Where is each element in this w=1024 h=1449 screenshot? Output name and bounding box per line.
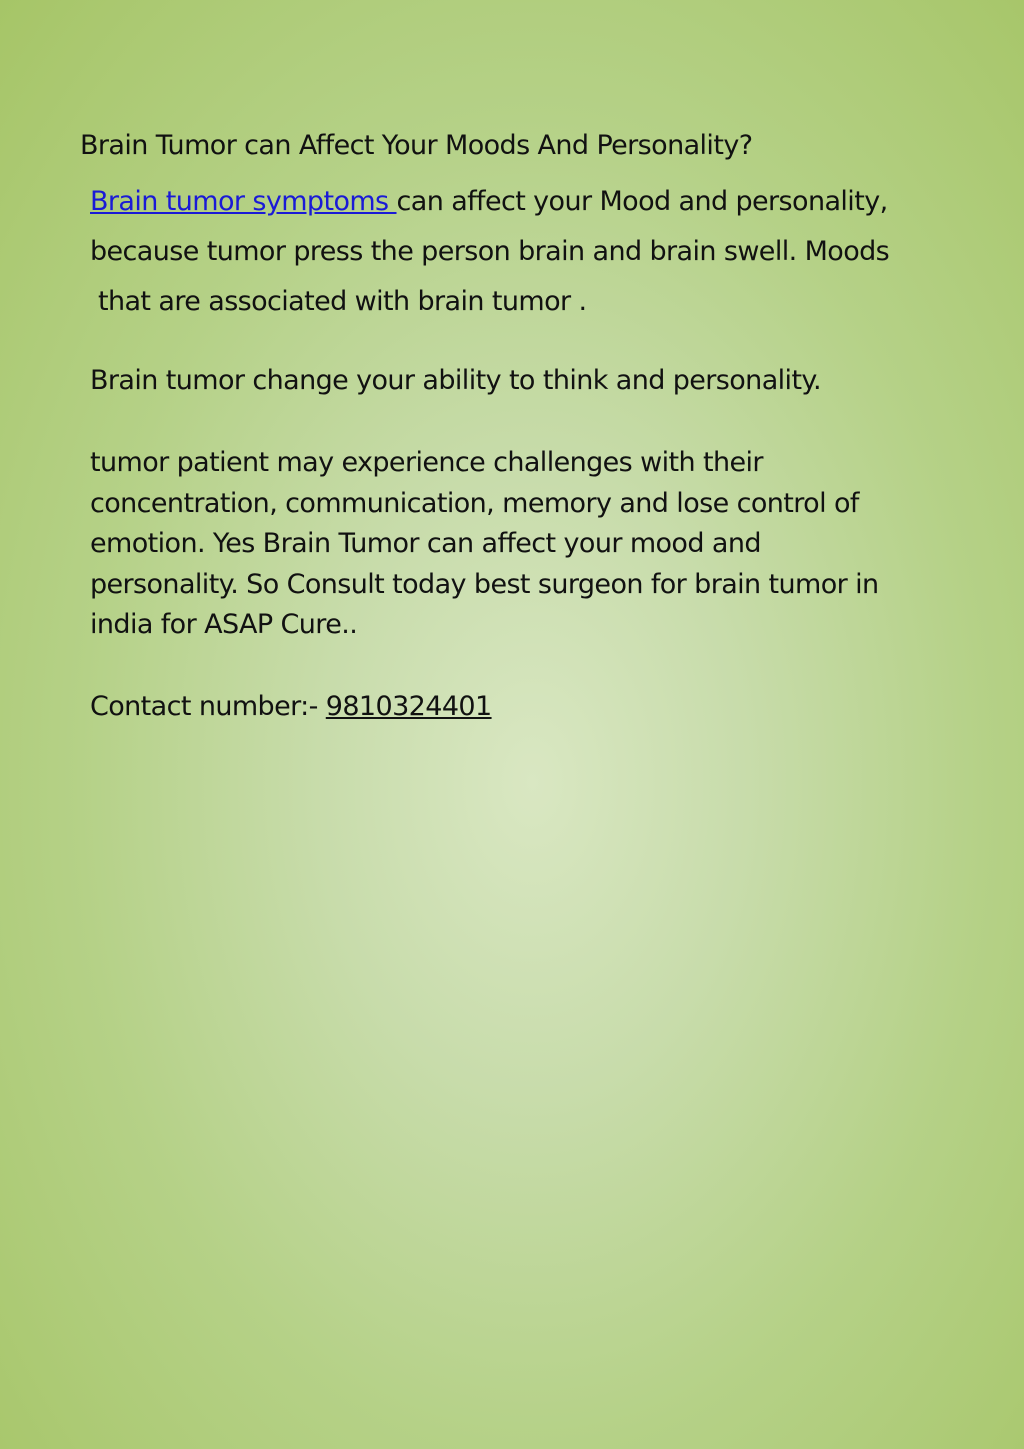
details-line: emotion. Yes Brain Tumor can affect your mood and [90,528,761,559]
details-line: concentration, communication, memory and lose control of [90,487,859,519]
intro-line-1-text: can affect your Mood and personality, [396,186,888,217]
contact-phone-link[interactable]: 9810324401 [325,691,492,722]
contact-line [90,689,492,725]
intro-line-3: that are associated with brain tumor . [90,286,587,317]
contact-label: Contact number:- [90,691,326,722]
details-paragraph [90,443,970,646]
details-line: tumor patient may experience challenges with their [90,447,763,478]
statement-paragraph: Brain tumor change your ability to think and personality. [90,365,821,396]
page-title: Brain Tumor can Affect Your Moods And Personality? [80,130,753,161]
details-line: personality. So Consult today best surgeon for brain tumor in [90,568,879,600]
intro-line-1 [90,184,888,220]
intro-line-2: because tumor press the person brain and brain swell. Moods [90,236,890,267]
brain-tumor-symptoms-link[interactable]: Brain tumor symptoms [90,186,397,217]
details-line: india for ASAP Cure.. [90,609,358,640]
